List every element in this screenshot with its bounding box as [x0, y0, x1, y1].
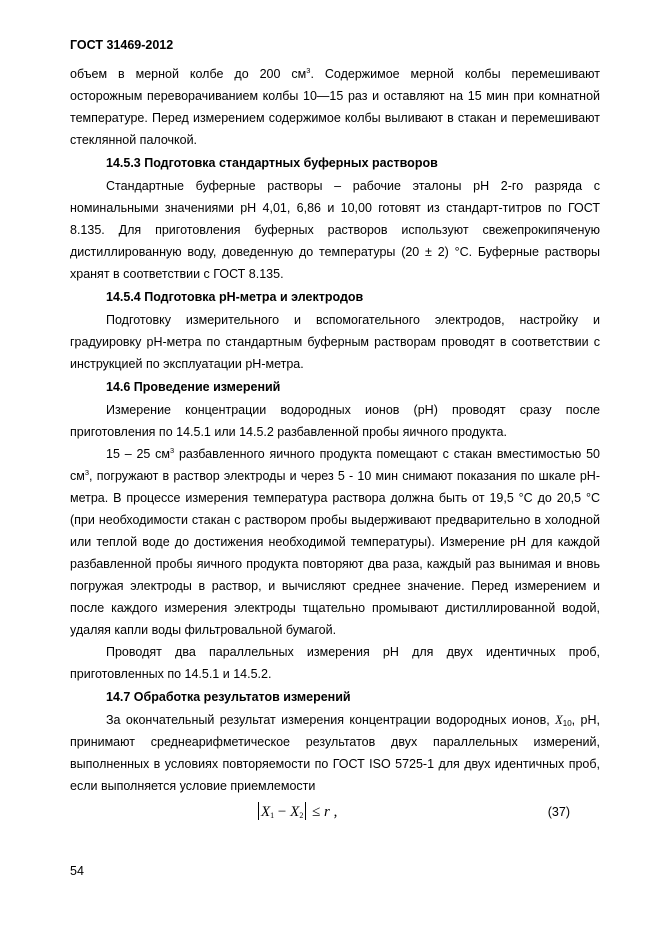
paragraph-processing: За окончательный результат измерения концентрации водородных ионов, $X_{10}$, рН, принимают среднеарифметическое результатов двух параллельных измерений, выполненных в условиях повторяемости по ГОСТ ISO 5725-1 для двух идентичных проб, если выполняется условие приемлемости: [70, 713, 600, 793]
document-header: ГОСТ 31469-2012: [70, 38, 174, 52]
formula-expression: $X_1 - X_2 \le r$ ,: [256, 801, 337, 823]
paragraph-measurement-3: Проводят два параллельных измерения рН для двух идентичных проб, приготовленных по 14.5.1 и 14.5.2.: [70, 645, 600, 681]
paragraph-measurement-2: 15 – 25 $см^3$ разбавленного яичного продукта помещают с стакан вместимостью 50 $см^3$, погружают в раствор электроды и через 5 - 10 мин снимают показания по шкале рН-метра. В процессе измерения температура раствора должна быть от 19,5 °С до 20,5 °С (при необходимости стакан с раствором пробы выдерживают предварительно в холодной или теплой воде до достижения необходимой температуры). Измерение рН для каждой разбавленной пробы яичного продукта повторяют два раза, каждый раз вынимая и вновь погружая электроды в раствор, и вычисляют среднее значение. Перед измерением и после каждого измерения электроды тщательно промывают дистиллированной водой, удаляя капли воды фильтровальной бумагой.: [70, 446, 600, 637]
formula-number: (37): [547, 805, 570, 819]
page-number: 54: [70, 864, 84, 878]
section-heading-14-5-3: 14.5.3 Подготовка стандартных буферных растворов: [106, 156, 438, 170]
paragraph-buffer-solutions: Стандартные буферные растворы – рабочие эталоны рН 2-го разряда с номинальными значениями рН 4,01, 6,86 и 10,00 готовят из стандарт-титров по ГОСТ 8.135. Для приготовления буферных растворов используют свежепрокипяченую дистиллированную воду, доведенную до температуры (20 ± 2) °С. Буферные растворы хранят в соответствии с ГОСТ 8.135.: [70, 179, 600, 281]
section-heading-14-7: 14.7 Обработка результатов измерений: [106, 690, 351, 704]
paragraph-measurement-1: Измерение концентрации водородных ионов (рН) проводят сразу после приготовления по 14.5.1 или 14.5.2 разбавленной пробы яичного продукта.: [70, 403, 600, 439]
section-heading-14-5-4: 14.5.4 Подготовка рН-метра и электродов: [106, 290, 364, 304]
paragraph-continuation: объем в мерной колбе до 200 $см^3$. Содержимое мерной колбы перемешивают осторожным переворачиванием колбы 10—15 раз и оставляют на 15 мин при комнатной температуре. Перед измерением содержимое колбы выливают в стакан и перемешивают стеклянной палочкой.: [70, 66, 600, 147]
paragraph-ph-meter-prep: Подготовку измерительного и вспомогательного электродов, настройку и градуировку рН-метра по стандартным буферным растворам проводят в соответствии с инструкцией по эксплуатации рН-метра.: [70, 313, 600, 371]
document-body: [70, 63, 600, 827]
section-heading-14-6: 14.6 Проведение измерений: [106, 380, 281, 394]
formula-37: [70, 797, 600, 827]
